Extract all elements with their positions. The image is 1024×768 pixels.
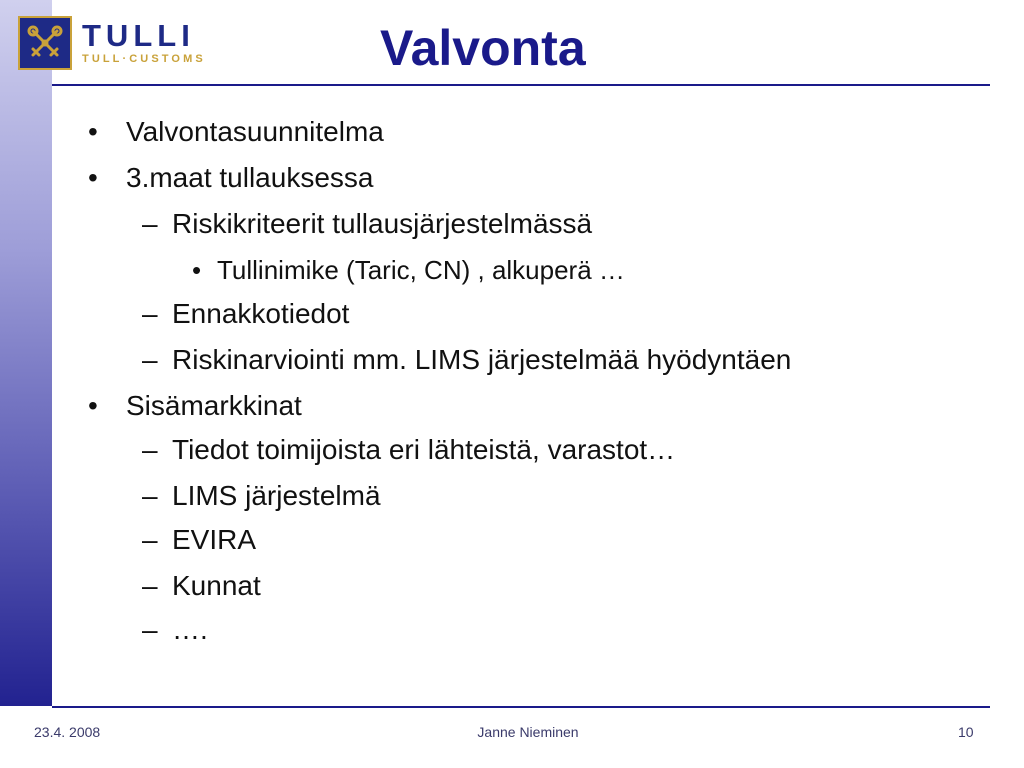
bullet-item: • 3.maat tullauksessa	[88, 162, 374, 193]
sub-bullet-item: – Kunnat	[142, 570, 261, 601]
bullet-item: • Valvontasuunnitelma	[88, 116, 384, 147]
sub-bullet-item: – ….	[142, 614, 208, 645]
crossed-keys-emblem-icon	[18, 16, 72, 70]
sub-sub-bullet-item: • Tullinimike (Taric, CN) , alkuperä …	[192, 255, 625, 285]
sub-bullet-item: – Riskinarviointi mm. LIMS järjestelmää hyödyntäen	[142, 344, 792, 375]
sub-bullet-item: – Ennakkotiedot	[142, 298, 350, 329]
left-gradient-bar	[0, 0, 52, 706]
logo-subtitle: TULL·CUSTOMS	[82, 53, 206, 65]
sub-bullet-item: – EVIRA	[142, 524, 257, 555]
title-divider	[52, 84, 990, 86]
sub-bullet-item: – Riskikriteerit tullausjärjestelmässä	[142, 208, 593, 239]
sub-bullet-item: – LIMS järjestelmä	[142, 480, 381, 511]
sub-bullet-item: – Tiedot toimijoista eri lähteistä, varastot…	[142, 434, 676, 465]
bullet-item: • Sisämarkkinat	[88, 390, 302, 421]
footer-date: 23.4. 2008	[34, 724, 101, 740]
logo-wordmark: TULLI	[82, 18, 195, 53]
tulli-logo	[18, 12, 270, 74]
footer-author: Janne Nieminen	[477, 724, 579, 740]
footer-page-number: 10	[958, 724, 974, 740]
footer-divider	[52, 706, 990, 708]
slide-title: Valvonta	[380, 20, 586, 76]
